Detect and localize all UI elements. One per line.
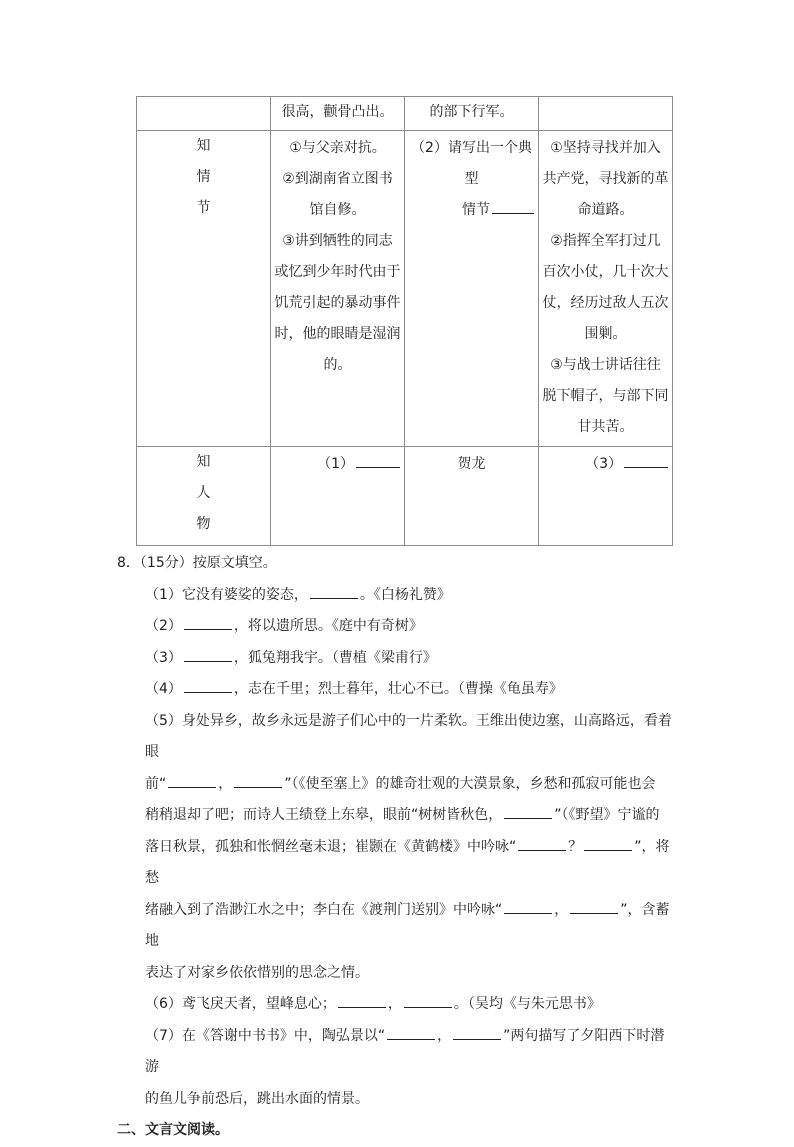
answer-blank[interactable] (453, 1023, 501, 1040)
cell-line: 甘共苦。 (577, 419, 634, 435)
answer-blank[interactable] (387, 1023, 435, 1040)
question-line (117, 895, 677, 958)
cell-text: 的部下行军。 (429, 104, 514, 120)
row-header-character (137, 447, 271, 546)
cell-line: 或忆到少年时代由于 (274, 264, 401, 280)
table-cell (405, 447, 539, 546)
item-text: （1）它没有婆娑的姿态， (145, 586, 308, 603)
item-text: 。（吴均《与朱元思书》 (453, 996, 601, 1012)
item-text: ， (437, 1027, 452, 1044)
cell-line: 馆自修。 (309, 202, 366, 218)
table-cell (539, 447, 673, 546)
item-text: ”，含蓄地 (145, 901, 670, 949)
section-heading: 二、文言文阅读。 (117, 1122, 229, 1138)
answer-blank[interactable] (184, 645, 232, 662)
question-item (117, 611, 677, 643)
answer-blank[interactable] (584, 834, 632, 851)
answer-blank[interactable] (184, 676, 232, 693)
item-text: ， (387, 996, 402, 1012)
item-text: 绪融入到了浩渺江水之中；李白在《渡荆门送别》中吟咏“ (145, 901, 503, 918)
answer-blank[interactable] (404, 991, 452, 1008)
cell-line: 仗，经历过敌人五次 (542, 295, 669, 311)
item-text: ， (218, 775, 233, 792)
item-text: （4） (145, 681, 182, 697)
question-item (117, 674, 677, 706)
item-text: （7）在《答谢中书书》中，陶弘景以“ (145, 1027, 386, 1044)
question-item: （5）身处异乡，故乡永远是游子们心中的一片柔软。王维出使边塞，山高路远，看着眼 (145, 712, 672, 760)
header-char: 物 (196, 516, 211, 532)
item-text: （2） (145, 618, 182, 634)
question-line: 表达了对家乡依依惜别的思念之情。 (145, 964, 369, 981)
item-text: ”（《使至塞上》的雄奇壮观的大漠景象，乡愁和孤寂可能也会 (284, 775, 656, 792)
row-header-plot (137, 131, 271, 447)
item-text: ，狐兔翔我宇。（曹植《梁甫行》 (233, 649, 437, 666)
table-cell (137, 97, 271, 131)
item-text: 前“ (145, 775, 167, 792)
cell-line: 共产党，寻找新的革 (542, 171, 669, 187)
item-text: （3） (145, 649, 182, 666)
question-line (117, 800, 677, 832)
header-char: 知 (196, 454, 211, 470)
cell-line: ②指挥全军打过几 (550, 233, 661, 249)
item-text: 。《白杨礼赞》 (359, 586, 451, 603)
cell-line: 脱下帽子，与部下同 (542, 388, 669, 404)
table-cell (271, 97, 405, 131)
cell-text: （1） (317, 456, 354, 472)
item-text: ？ (568, 838, 583, 855)
cell-text: 很高，颧骨凸出。 (281, 104, 394, 120)
answer-blank[interactable] (492, 197, 534, 214)
cell-line (405, 195, 538, 226)
table-cell (539, 97, 673, 131)
question-item (117, 989, 677, 1021)
cell-line: ②到湖南省立图书 (282, 171, 393, 187)
item-text: ，志在千里；烈士暮年，壮心不已。（曹操《龟虽寿》 (233, 681, 563, 697)
answer-blank[interactable] (234, 771, 282, 788)
table-cell (271, 131, 405, 447)
item-text: ， (554, 901, 569, 918)
question-item (117, 643, 677, 675)
item-text: ”（《野望》宁谧的 (554, 807, 660, 823)
cell-line: 百次小仗，几十次大 (542, 264, 669, 280)
item-text: ，将以遗所思。《庭中有奇树》 (233, 618, 423, 634)
answer-blank[interactable] (310, 582, 358, 599)
answer-blank[interactable] (624, 451, 668, 468)
answer-blank[interactable] (168, 771, 216, 788)
question-line (117, 832, 677, 895)
cell-text: 情节 (462, 202, 490, 218)
header-char: 节 (196, 200, 211, 216)
table-cell (271, 447, 405, 546)
cell-line: 时，他的眼睛是湿润 (274, 326, 401, 342)
item-text: （6）鸢飞戾天者，望峰息心； (145, 996, 336, 1012)
table-cell (539, 131, 673, 447)
answer-blank[interactable] (518, 834, 566, 851)
cell-text: 贺龙 (457, 456, 486, 472)
answer-blank[interactable] (184, 613, 232, 630)
cell-line: （2）请写出一个典型 (411, 140, 532, 187)
header-char: 人 (196, 485, 211, 501)
cell-line: 饥荒引起的暴动事件 (274, 295, 401, 311)
item-text: 落日秋景，孤独和怅惘丝毫未退；崔颢在《黄鹤楼》中吟咏“ (145, 838, 517, 855)
cell-line: 命道路。 (577, 202, 634, 218)
question-8 (117, 548, 677, 1147)
cell-line: 的。 (323, 357, 352, 373)
question-line (117, 769, 677, 801)
cell-line: 围剿。 (584, 326, 627, 342)
question-title: 8．（15分）按原文填空。 (117, 555, 277, 571)
cell-text: （3） (585, 456, 622, 472)
cell-line: ③与战士讲话往往 (550, 357, 661, 373)
item-text: ”，将愁 (145, 838, 670, 886)
question-item (117, 580, 677, 612)
cell-line (271, 449, 404, 480)
character-table (136, 96, 673, 546)
answer-blank[interactable] (356, 451, 400, 468)
answer-blank[interactable] (504, 897, 552, 914)
answer-blank[interactable] (504, 802, 552, 819)
item-text: ”两句描写了夕阳西下时潜游 (145, 1027, 665, 1075)
item-text: 稍稍退却了吧；而诗人王绩登上东皋，眼前“树树皆秋色， (145, 807, 503, 823)
table-row (137, 131, 673, 447)
question-item (117, 1021, 677, 1084)
cell-line (539, 449, 672, 480)
table-row (137, 447, 673, 546)
answer-blank[interactable] (338, 991, 386, 1008)
question-line: 的鱼儿争前恐后，跳出水面的情景。 (145, 1090, 369, 1107)
table-row (137, 97, 673, 131)
header-char: 情 (196, 169, 211, 185)
header-char: 知 (196, 138, 211, 154)
answer-blank[interactable] (570, 897, 618, 914)
cell-line: ①与父亲对抗。 (289, 140, 386, 156)
table-cell (405, 131, 539, 447)
cell-line: ③讲到牺牲的同志 (282, 233, 393, 249)
cell-line: ①坚持寻找并加入 (550, 140, 661, 156)
table-cell (405, 97, 539, 131)
